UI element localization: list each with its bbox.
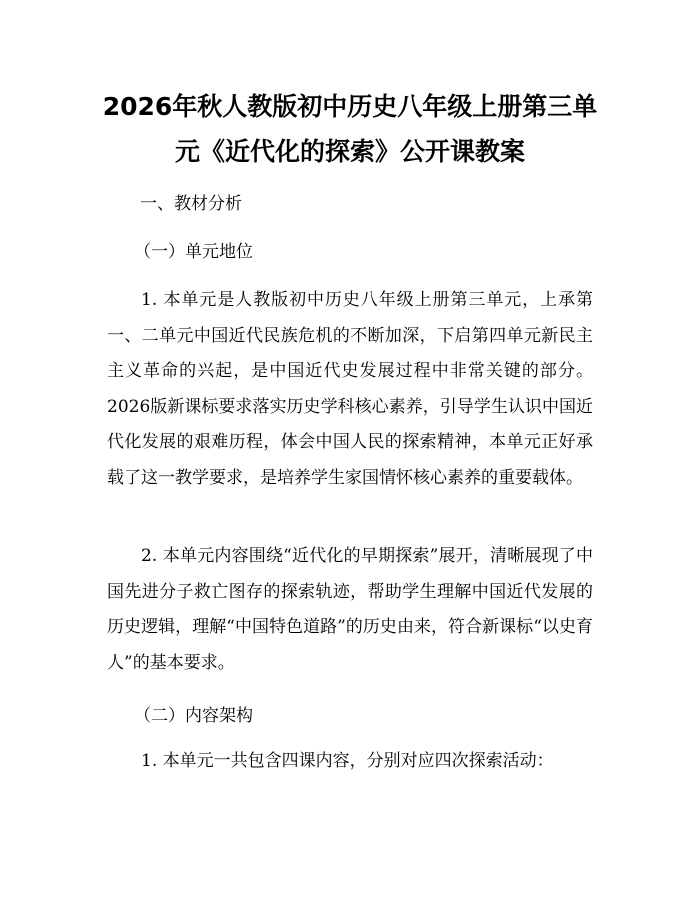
subsection-heading-content-structure: （二）内容架构 [134,706,253,726]
body-paragraph-3: 1. 本单元一共包含四课内容，分别对应四次探索活动： [141,751,554,771]
body-paragraph-2: 2. 本单元内容围绕“近代化的早期探索”展开，清晰展现了中国先进分子救亡图存的探索轨迹，帮助学生理解中国近代发展的历史逻辑，理解“中国特色道路”的历史由来，符合新课标“以史育人”的基本要求。 [107,546,593,673]
document-title-line-1: 2026年秋人教版初中历史八年级上册第三单 [102,92,598,121]
subsection-heading-unit-position: （一）单元地位 [134,242,253,262]
section-heading-textbook-analysis: 一、教材分析 [140,194,242,214]
body-paragraph-1: 1. 本单元是人教版初中历史八年级上册第三单元，上承第一、二单元中国近代民族危机的不断加深，下启第四单元新民主主义革命的兴起，是中国近代史发展过程中非常关键的部分。2026版新课标要求落实历史学科核心素养，引导学生认识中国近代化发展的艰难历程，体会中国人民的探索精神，本单元正好承载了这一教学要求，是培养学生家国情怀核心素养的重要载体。 [107,290,593,488]
document-title-line-2: 元《近代化的探索》公开课教案 [174,137,525,166]
